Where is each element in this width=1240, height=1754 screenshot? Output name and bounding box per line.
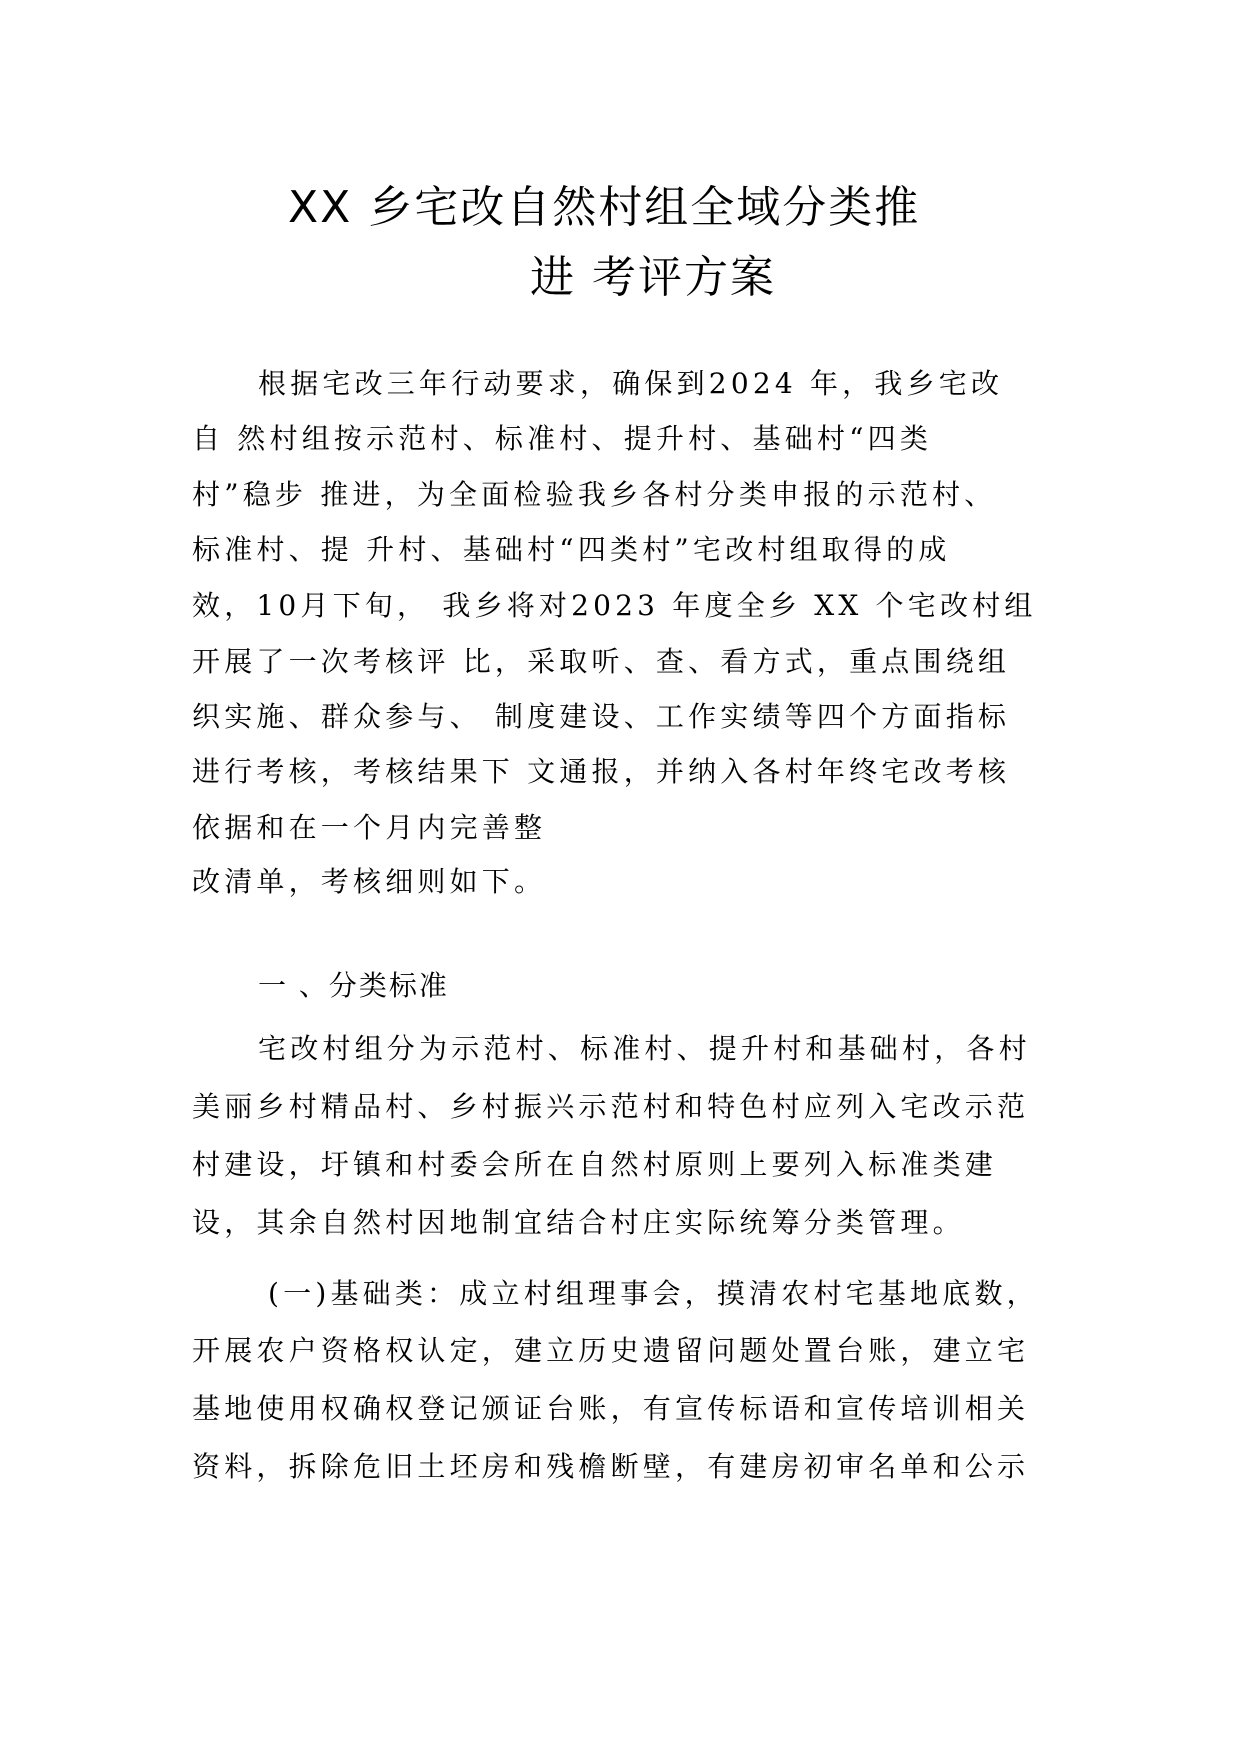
- body-line-17: 开展农户资格权认定，建立历史遗留问题处置台账，建立宅: [192, 1334, 1030, 1367]
- body-line-19: 资料，拆除危旧土坯房和残檐断壁，有建房初审名单和公示: [192, 1450, 1030, 1483]
- body-line-4: 标准村、提 升村、基础村“四类村”宅改村组取得的成: [192, 533, 951, 566]
- body-line-6: 开展了一次考核评 比，采取听、查、看方式，重点围绕组: [192, 645, 1011, 678]
- body-line-10: 改清单，考核细则如下。: [192, 865, 547, 898]
- body-line-3: 村”稳步 推进，为全面检验我乡各村分类申报的示范村、: [192, 478, 997, 511]
- section-heading: 一 、分类标准: [258, 969, 449, 1002]
- subsection-line: (一)基础类：成立村组理事会，摸清农村宅基地底数，: [268, 1277, 1039, 1310]
- body-line-7: 织实施、群众参与、 制度建设、工作实绩等四个方面指标: [192, 700, 1011, 733]
- document-title-line-1: XX 乡宅改自然村组全域分类推: [288, 182, 921, 233]
- body-line-12: 宅改村组分为示范村、标准村、提升村和基础村，各村: [258, 1032, 1031, 1065]
- body-line-9: 依据和在一个月内完善整: [192, 811, 547, 844]
- body-line-8: 进行考核，考核结果下 文通报，并纳入各村年终宅改考核: [192, 755, 1011, 788]
- body-line-18: 基地使用权确权登记颁证台账，有宣传标语和宣传培训相关: [192, 1392, 1030, 1425]
- body-line-15: 设，其余自然村因地制宜结合村庄实际统筹分类管理。: [192, 1206, 965, 1239]
- body-line-1: 根据宅改三年行动要求，确保到2024 年，我乡宅改: [258, 367, 1004, 400]
- body-line-14: 村建设，圩镇和村委会所在自然村原则上要列入标准类建: [192, 1148, 998, 1181]
- body-line-13: 美丽乡村精品村、乡村振兴示范村和特色村应列入宅改示范: [192, 1090, 1030, 1123]
- body-line-5: 效，10月下旬， 我乡将对2023 年度全乡 XX 个宅改村组: [192, 589, 1037, 622]
- document-title-line-2: 进 考评方案: [530, 252, 776, 303]
- body-line-2: 自 然村组按示范村、标准村、提升村、基础村“四类: [192, 422, 933, 455]
